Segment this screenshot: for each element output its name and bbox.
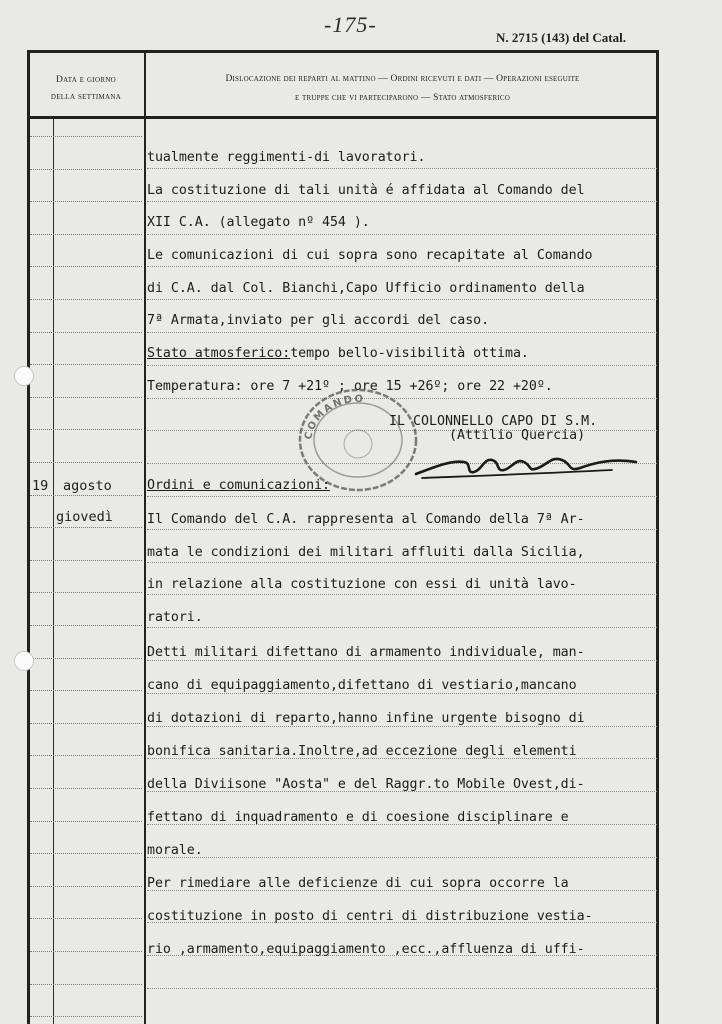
text-line-11: mata le condizioni dei militari affluiti dalla Sicilia, — [147, 545, 585, 560]
text-line-21: Per rimediare alle deficienze di cui sopra occorre la — [147, 876, 569, 891]
stamp-text: COMANDO — [303, 393, 366, 441]
weather-value: tempo bello-visibilità ottima. — [290, 346, 529, 361]
text-line-12: in relazione alla costituzione con essi di unità lavo- — [147, 577, 577, 592]
text-line-3: XII C.A. (allegato nº 454 ). — [147, 215, 370, 230]
signature-title: IL COLONNELLO CAPO DI S.M. — [389, 414, 598, 429]
date-rule — [30, 332, 142, 333]
catalog-reference: N. 2715 (143) del Catal. — [496, 30, 626, 45]
entry-month: agosto — [63, 478, 112, 494]
entry-day-number: 19 — [32, 478, 49, 494]
weather-line — [147, 346, 529, 361]
entry-weekday: giovedì — [56, 509, 113, 525]
page-number: -175- — [324, 12, 377, 37]
date-header-line2: della settimana — [50, 92, 122, 102]
date-rule — [30, 234, 142, 235]
content-rule — [147, 365, 657, 366]
date-rule — [30, 755, 142, 756]
date-rule — [30, 592, 142, 593]
date-rule — [30, 201, 142, 202]
text-line-16: di dotazioni di reparto,hanno infine urgente bisogno di — [147, 711, 585, 726]
date-rule — [30, 527, 142, 528]
date-rule — [30, 560, 142, 561]
date-rule — [30, 299, 142, 300]
content-rule — [147, 234, 657, 235]
content-rule — [147, 988, 657, 989]
date-rule — [30, 625, 142, 626]
date-rule — [30, 1016, 142, 1017]
section-heading-orders: Ordini e comunicazioni: — [147, 478, 330, 493]
content-rule — [147, 693, 657, 694]
text-line-13: ratori. — [147, 610, 203, 625]
content-rule — [147, 266, 657, 267]
content-rule — [147, 299, 657, 300]
day-column-divider — [53, 118, 54, 1024]
text-line-19: fettano di inquadramento e di coesione disciplinare e — [147, 810, 569, 825]
text-line-10: Il Comando del C.A. rappresenta al Comando della 7ª Ar- — [147, 512, 585, 527]
date-rule — [30, 364, 142, 365]
date-rule — [30, 690, 142, 691]
header-divider — [27, 116, 659, 119]
content-rule — [147, 168, 657, 169]
text-line-23: rio ,armamento,equipaggiamento ,ecc.,affluenza di uffi- — [147, 942, 585, 957]
text-line-15: cano di equipaggiamento,difettano di vestiario,mancano — [147, 678, 577, 693]
text-line-2: La costituzione di tali unità é affidata al Comando del — [147, 183, 585, 198]
date-rule — [30, 951, 142, 952]
date-rule — [30, 495, 142, 496]
weather-label: Stato atmosferico: — [147, 346, 291, 361]
date-rule — [30, 984, 142, 985]
text-line-20: morale. — [147, 843, 203, 858]
date-rule — [30, 429, 142, 430]
content-header-line2: e truppe che vi parteciparono — Stato atmosferico — [295, 93, 510, 103]
text-line-5: di C.A. dal Col. Bianchi,Capo Ufficio ordinamento della — [147, 281, 585, 296]
temperature-line: Temperatura: ore 7 +21º ; ore 15 +26º; ore 22 +20º. — [147, 379, 553, 394]
date-rule — [30, 462, 142, 463]
date-column-header — [32, 72, 140, 106]
content-rule — [147, 660, 657, 661]
content-rule — [147, 726, 657, 727]
text-line-4: Le comunicazioni di cui sopra sono recapitate al Comando — [147, 248, 593, 263]
date-header-line1: Data e giorno — [55, 75, 117, 85]
signature-name: (Attilio Quercia) — [449, 428, 586, 443]
content-rule — [147, 332, 657, 333]
handwritten-signature — [412, 440, 642, 484]
content-rule — [147, 496, 657, 497]
punch-hole-top — [14, 366, 34, 386]
date-rule — [30, 918, 142, 919]
date-rule — [30, 397, 142, 398]
text-line-22: costituzione in posto di centri di distribuzione vestia- — [147, 909, 593, 924]
date-rule — [30, 886, 142, 887]
text-line-6: 7ª Armata,inviato per gli accordi del caso. — [147, 313, 490, 328]
content-rule — [147, 594, 657, 595]
text-line-1: tualmente reggimenti-di lavoratori. — [147, 150, 426, 165]
date-rule — [30, 723, 142, 724]
content-rule — [147, 627, 657, 628]
date-rule — [30, 788, 142, 789]
content-column-header — [150, 70, 655, 108]
date-rule — [30, 136, 142, 137]
svg-text:COMANDO — [303, 394, 365, 441]
text-line-14: Detti militari difettano di armamento individuale, man- — [147, 645, 585, 660]
date-rule — [30, 169, 142, 170]
punch-hole-bottom — [14, 651, 34, 671]
content-rule — [147, 529, 657, 530]
date-rule — [30, 853, 142, 854]
content-rule — [147, 562, 657, 563]
date-rule — [30, 821, 142, 822]
date-rule — [30, 266, 142, 267]
column-divider — [144, 50, 146, 1024]
text-line-17: bonifica sanitaria.Inoltre,ad eccezione degli elementi — [147, 744, 577, 759]
text-line-18: della Diviisone "Aosta" e del Raggr.to Mobile Ovest,di- — [147, 777, 585, 792]
content-rule — [147, 201, 657, 202]
content-header-line1: Dislocazione dei reparti al mattino — Ordini ricevuti e dati — Operazioni eseguite — [225, 74, 580, 84]
date-rule — [30, 658, 142, 659]
content-rule — [147, 857, 657, 858]
